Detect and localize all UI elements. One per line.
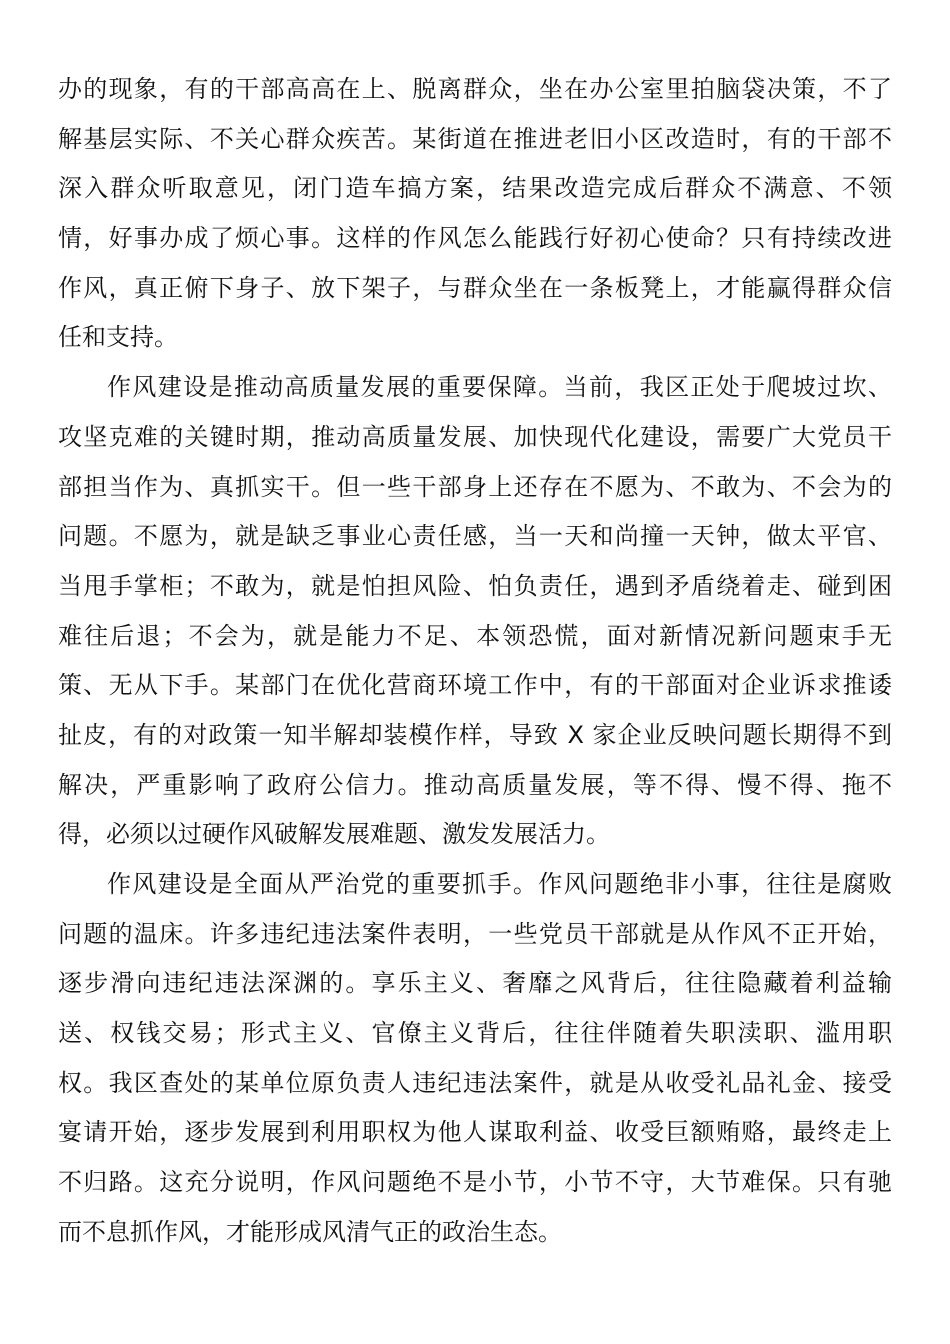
text-line: 逐步滑向违纪违法深渊的。享乐主义、奢靡之风背后，往往隐藏着利益输 bbox=[58, 969, 892, 998]
text-line: 权。我区查处的某单位原负责人违纪违法案件，就是从收受礼品礼金、接受 bbox=[58, 1068, 892, 1097]
text-line: 问题的温床。许多违纪违法案件表明，一些党员干部就是从作风不正开始， bbox=[58, 919, 892, 948]
text-line: 扯皮，有的对政策一知半解却装模作样，导致 X 家企业反映问题长期得不到 bbox=[58, 720, 892, 749]
text-line: 不归路。这充分说明，作风问题绝不是小节，小节不守，大节难保。只有驰 bbox=[58, 1168, 892, 1197]
text-line: 办的现象，有的干部高高在上、脱离群众，坐在办公室里拍脑袋决策，不了 bbox=[58, 75, 892, 103]
text-line: 得，必须以过硬作风破解发展难题、激发发展活力。 bbox=[58, 820, 610, 849]
text-line: 情，好事办成了烦心事。这样的作风怎么能践行好初心使命？只有持续改进 bbox=[58, 224, 892, 253]
text-line: 作风建设是全面从严治党的重要抓手。作风问题绝非小事，往往是腐败 bbox=[107, 870, 892, 898]
text-line: 当甩手掌柜；不敢为，就是怕担风险、怕负责任，遇到矛盾绕着走、碰到困 bbox=[58, 571, 892, 600]
text-line: 攻坚克难的关键时期，推动高质量发展、加快现代化建设，需要广大党员干 bbox=[58, 422, 892, 451]
paragraph bbox=[58, 860, 892, 1258]
document-body bbox=[58, 65, 892, 1258]
text-line: 送、权钱交易；形式主义、官僚主义背后，往往伴随着失职渎职、滥用职 bbox=[58, 1019, 892, 1048]
text-line: 作风建设是推动高质量发展的重要保障。当前，我区正处于爬坡过坎、 bbox=[107, 373, 892, 402]
text-line: 问题。不愿为，就是缺乏事业心责任感，当一天和尚撞一天钟，做太平官、 bbox=[58, 522, 892, 551]
text-line: 而不息抓作风，才能形成风清气正的政治生态。 bbox=[58, 1217, 562, 1246]
text-line: 宴请开始，逐步发展到利用职权为他人谋取利益、收受巨额贿赂，最终走上 bbox=[58, 1118, 892, 1147]
paragraph bbox=[58, 65, 892, 363]
text-line: 作风，真正俯下身子、放下架子，与群众坐在一条板凳上，才能赢得群众信 bbox=[58, 273, 892, 302]
text-line: 任和支持。 bbox=[58, 323, 178, 352]
paragraph bbox=[58, 363, 892, 860]
text-line: 深入群众听取意见，闭门造车搞方案，结果改造完成后群众不满意、不领 bbox=[58, 174, 892, 203]
text-line: 解基层实际、不关心群众疾苦。某街道在推进老旧小区改造时，有的干部不 bbox=[58, 124, 892, 153]
text-line: 解决，严重影响了政府公信力。推动高质量发展，等不得、慢不得、拖不 bbox=[58, 770, 892, 799]
text-line: 难往后退；不会为，就是能力不足、本领恐慌，面对新情况新问题束手无 bbox=[58, 621, 892, 650]
text-line: 部担当作为、真抓实干。但一些干部身上还存在不愿为、不敢为、不会为的 bbox=[58, 472, 892, 501]
text-line: 策、无从下手。某部门在优化营商环境工作中，有的干部面对企业诉求推诿 bbox=[58, 671, 892, 700]
